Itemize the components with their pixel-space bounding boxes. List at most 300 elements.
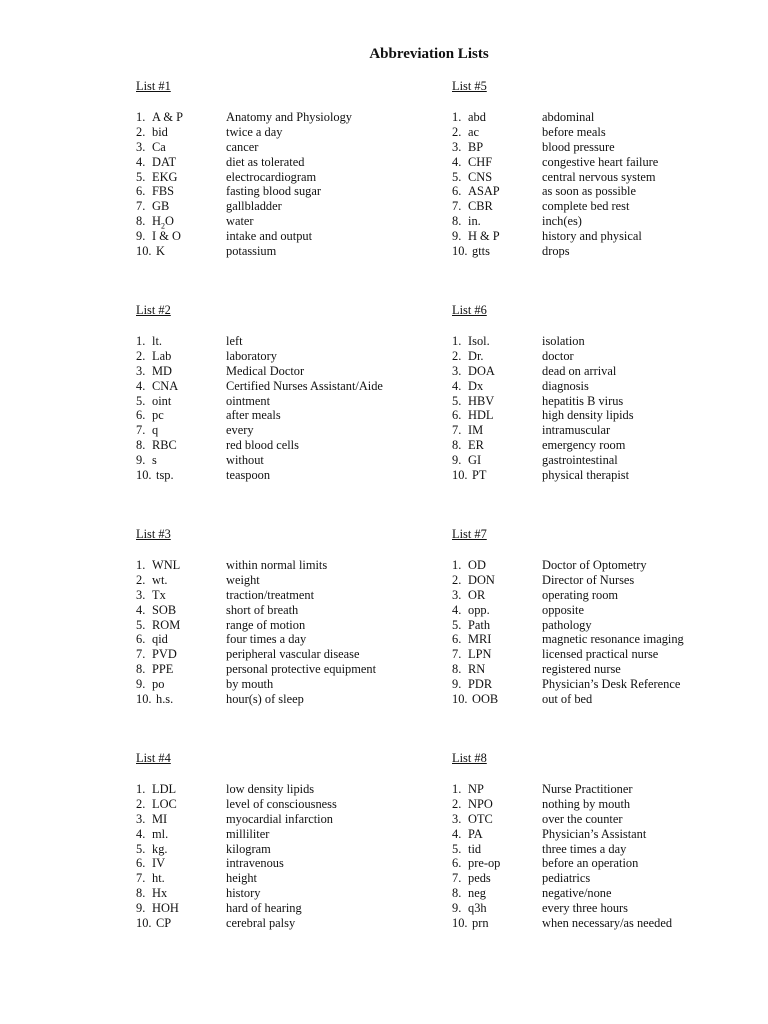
item-meaning: doctor <box>542 348 574 363</box>
item-number: 2. <box>452 124 462 139</box>
item-number: 4. <box>452 826 462 841</box>
list-heading: List #5 <box>452 79 487 93</box>
list-item <box>452 782 752 797</box>
list-item <box>136 692 436 707</box>
item-number: 3. <box>136 587 146 602</box>
list-heading: List #6 <box>452 303 487 317</box>
item-meaning: hepatitis B virus <box>542 393 624 408</box>
item-abbreviation: ml. <box>152 826 169 841</box>
item-abbreviation: HBV <box>468 393 495 408</box>
list-item <box>136 408 436 423</box>
list-item <box>136 632 436 647</box>
item-number: 10. <box>136 692 152 707</box>
item-number: 10. <box>452 468 468 483</box>
item-meaning: within normal limits <box>226 558 328 572</box>
item-number: 6. <box>136 856 146 871</box>
item-meaning: red blood cells <box>226 438 299 453</box>
list-item <box>452 916 752 931</box>
list-item <box>452 155 752 170</box>
item-meaning: intramuscular <box>542 423 611 438</box>
item-meaning: electrocardiogram <box>226 169 317 184</box>
item-abbreviation: pre-op <box>468 856 501 871</box>
list-item <box>452 871 752 886</box>
item-number: 7. <box>136 199 146 214</box>
list-item <box>452 677 752 692</box>
item-meaning: over the counter <box>542 811 623 826</box>
item-number: 3. <box>452 811 462 826</box>
item-abbreviation: IV <box>152 856 166 871</box>
item-meaning: level of consciousness <box>226 796 337 811</box>
item-number: 4. <box>136 826 146 841</box>
list-item <box>136 573 436 588</box>
list-heading: List #4 <box>136 751 171 765</box>
item-abbreviation: CNS <box>468 169 493 184</box>
item-meaning: when necessary/as needed <box>542 916 673 931</box>
abbreviation-list <box>136 751 436 931</box>
item-meaning: complete bed rest <box>542 199 630 214</box>
list-item <box>136 244 436 259</box>
list-item <box>452 110 752 125</box>
item-abbreviation: tsp. <box>156 468 174 483</box>
item-meaning: negative/none <box>542 886 612 901</box>
item-number: 1. <box>452 782 462 796</box>
item-number: 7. <box>136 423 146 438</box>
list-heading: List #3 <box>136 527 171 541</box>
item-meaning: drops <box>542 244 570 259</box>
item-number: 2. <box>136 124 146 139</box>
item-number: 2. <box>136 348 146 363</box>
item-meaning: high density lipids <box>542 408 634 423</box>
list-item <box>452 842 752 857</box>
item-abbreviation: Tx <box>152 587 166 602</box>
item-abbreviation: FBS <box>152 184 175 199</box>
item-number: 7. <box>136 871 146 886</box>
item-number: 4. <box>136 154 146 169</box>
item-number: 1. <box>136 110 146 124</box>
item-abbreviation: h.s. <box>156 692 174 707</box>
list-item <box>136 110 436 125</box>
item-number: 5. <box>452 617 462 632</box>
list-item <box>136 394 436 409</box>
item-abbreviation: pc <box>152 408 164 423</box>
item-number: 9. <box>136 901 146 916</box>
item-meaning: history and physical <box>542 229 642 244</box>
list-item <box>452 468 752 483</box>
item-abbreviation: MD <box>152 363 172 378</box>
item-abbreviation: K <box>156 244 165 259</box>
item-meaning: traction/treatment <box>226 587 315 602</box>
item-meaning: cerebral palsy <box>226 916 296 931</box>
item-abbreviation: DOA <box>468 363 495 378</box>
item-abbreviation: NP <box>468 782 484 796</box>
item-meaning: blood pressure <box>542 139 615 154</box>
item-abbreviation: RBC <box>152 438 177 453</box>
item-meaning: laboratory <box>226 348 277 363</box>
item-abbreviation: LPN <box>468 647 492 662</box>
item-meaning: out of bed <box>542 692 593 707</box>
list-item <box>452 573 752 588</box>
item-meaning: as soon as possible <box>542 184 636 199</box>
item-abbreviation: wt. <box>152 572 168 587</box>
item-meaning: physical therapist <box>542 468 630 483</box>
list-item <box>136 214 436 229</box>
item-meaning: intake and output <box>226 229 313 244</box>
item-meaning: hour(s) of sleep <box>226 692 304 707</box>
item-meaning: opposite <box>542 602 584 617</box>
item-number: 9. <box>136 229 146 244</box>
item-number: 2. <box>136 572 146 587</box>
item-abbreviation: LDL <box>152 782 177 796</box>
item-abbreviation: neg <box>468 886 486 901</box>
item-meaning: personal protective equipment <box>226 662 377 677</box>
list-item <box>452 603 752 618</box>
item-number: 8. <box>452 662 462 677</box>
list-item <box>452 349 752 364</box>
item-number: 5. <box>452 169 462 184</box>
list-item <box>136 827 436 842</box>
item-meaning: after meals <box>226 408 281 423</box>
item-abbreviation: IM <box>468 423 484 438</box>
item-abbreviation: ac <box>468 124 479 139</box>
item-meaning: central nervous system <box>542 169 656 184</box>
item-number: 8. <box>136 214 146 229</box>
item-abbreviation: bid <box>152 124 168 139</box>
item-meaning: without <box>226 453 264 468</box>
item-meaning: congestive heart failure <box>542 154 659 169</box>
item-meaning: potassium <box>226 244 277 259</box>
item-meaning: range of motion <box>226 617 306 632</box>
list-item <box>136 677 436 692</box>
list-item <box>452 662 752 677</box>
item-meaning: myocardial infarction <box>226 811 333 826</box>
item-meaning: Physician’s Desk Reference <box>542 677 681 692</box>
item-abbreviation: po <box>152 677 165 692</box>
item-number: 8. <box>452 438 462 453</box>
list-item <box>452 244 752 259</box>
item-number: 10. <box>136 916 152 931</box>
item-abbreviation: RN <box>468 662 486 677</box>
item-meaning: magnetic resonance imaging <box>542 632 684 647</box>
item-abbreviation: ROM <box>152 617 181 632</box>
item-abbreviation: EKG <box>152 169 178 184</box>
item-meaning: diagnosis <box>542 378 589 393</box>
list-item <box>136 856 436 871</box>
item-meaning: Certified Nurses Assistant/Aide <box>226 378 383 393</box>
item-meaning: history <box>226 886 261 901</box>
item-number: 10. <box>452 244 468 259</box>
item-meaning: water <box>226 214 254 229</box>
list-item <box>452 408 752 423</box>
item-number: 2. <box>452 348 462 363</box>
item-number: 9. <box>452 901 462 916</box>
item-abbreviation: BP <box>468 139 484 154</box>
item-meaning: licensed practical nurse <box>542 647 659 662</box>
item-number: 10. <box>136 468 152 483</box>
item-number: 2. <box>452 572 462 587</box>
item-number: 3. <box>136 363 146 378</box>
item-number: 9. <box>452 677 462 692</box>
item-meaning: cancer <box>226 139 259 154</box>
item-abbreviation: prn <box>472 916 489 931</box>
list-item <box>452 229 752 244</box>
item-number: 8. <box>136 662 146 677</box>
item-number: 3. <box>452 363 462 378</box>
list-item <box>452 438 752 453</box>
abbreviation-list <box>452 303 752 483</box>
abbreviation-list <box>136 303 436 483</box>
item-number: 6. <box>452 184 462 199</box>
item-meaning: isolation <box>542 334 585 348</box>
item-number: 3. <box>452 587 462 602</box>
list-item <box>452 901 752 916</box>
list-item <box>136 588 436 603</box>
item-abbreviation: PA <box>468 826 483 841</box>
item-meaning: short of breath <box>226 602 299 617</box>
item-number: 6. <box>452 408 462 423</box>
item-meaning: before an operation <box>542 856 639 871</box>
item-abbreviation: OOB <box>472 692 499 707</box>
item-meaning: inch(es) <box>542 214 582 229</box>
item-meaning: Nurse Practitioner <box>542 782 633 796</box>
item-number: 5. <box>136 617 146 632</box>
list-item <box>136 618 436 633</box>
item-number: 8. <box>136 886 146 901</box>
item-abbreviation: Lab <box>152 348 172 363</box>
item-number: 1. <box>136 334 146 348</box>
item-abbreviation: qid <box>152 632 168 647</box>
item-meaning: Anatomy and Physiology <box>226 110 352 124</box>
list-item <box>452 364 752 379</box>
list-item <box>452 199 752 214</box>
item-meaning: every three hours <box>542 901 629 916</box>
item-number: 8. <box>452 214 462 229</box>
item-abbreviation: PDR <box>468 677 493 692</box>
item-number: 3. <box>136 811 146 826</box>
item-meaning: gallbladder <box>226 199 282 214</box>
item-number: 10. <box>452 916 468 931</box>
list-item <box>452 797 752 812</box>
list-item <box>136 140 436 155</box>
item-abbreviation: Dx <box>468 378 484 393</box>
item-meaning: registered nurse <box>542 662 621 677</box>
item-number: 9. <box>452 229 462 244</box>
list-item <box>136 438 436 453</box>
item-abbreviation: PPE <box>152 662 174 677</box>
item-number: 8. <box>136 438 146 453</box>
item-number: 5. <box>136 169 146 184</box>
list-item <box>136 662 436 677</box>
list-item <box>136 468 436 483</box>
item-abbreviation: CNA <box>152 378 179 393</box>
item-meaning: fasting blood sugar <box>226 184 321 199</box>
item-number: 2. <box>136 796 146 811</box>
list-item <box>136 170 436 185</box>
item-meaning: gastrointestinal <box>542 453 618 468</box>
item-abbreviation: Isol. <box>468 334 490 348</box>
item-number: 10. <box>452 692 468 707</box>
item-abbreviation: s <box>152 453 157 468</box>
list-item <box>136 916 436 931</box>
list-item <box>452 379 752 394</box>
item-abbreviation: HOH <box>152 901 179 916</box>
item-abbreviation: OD <box>468 558 486 572</box>
item-abbreviation: LOC <box>152 796 177 811</box>
list-item <box>452 394 752 409</box>
list-heading: List #2 <box>136 303 171 317</box>
item-abbreviation: MRI <box>468 632 492 647</box>
item-number: 7. <box>136 647 146 662</box>
item-meaning: three times a day <box>542 841 627 856</box>
item-number: 6. <box>136 408 146 423</box>
item-meaning: four times a day <box>226 632 307 647</box>
page-title: Abbreviation Lists <box>369 46 489 62</box>
abbreviation-list <box>452 79 752 259</box>
item-meaning: before meals <box>542 124 606 139</box>
list-item <box>136 797 436 812</box>
item-abbreviation: abd <box>468 110 486 124</box>
list-item <box>452 558 752 573</box>
item-number: 4. <box>136 602 146 617</box>
item-meaning: milliliter <box>226 826 270 841</box>
item-number: 9. <box>452 453 462 468</box>
item-meaning: operating room <box>542 587 619 602</box>
item-meaning: pathology <box>542 617 592 632</box>
list-item <box>136 155 436 170</box>
abbreviation-list <box>452 527 752 707</box>
item-meaning: peripheral vascular disease <box>226 647 360 662</box>
list-item <box>136 812 436 827</box>
item-abbreviation: I & O <box>152 229 181 244</box>
item-meaning: teaspoon <box>226 468 271 483</box>
item-meaning: intravenous <box>226 856 284 871</box>
item-meaning: emergency room <box>542 438 626 453</box>
list-item <box>452 812 752 827</box>
list-item <box>452 886 752 901</box>
item-meaning: by mouth <box>226 677 274 692</box>
list-item <box>452 423 752 438</box>
item-meaning: kilogram <box>226 841 271 856</box>
list-item <box>452 647 752 662</box>
item-abbreviation: gtts <box>472 244 490 259</box>
item-abbreviation: $H_2O$ <box>152 214 174 231</box>
list-item <box>136 453 436 468</box>
list-item <box>136 603 436 618</box>
item-number: 4. <box>452 602 462 617</box>
item-number: 5. <box>452 393 462 408</box>
item-meaning: diet as tolerated <box>226 154 305 169</box>
item-number: 7. <box>452 647 462 662</box>
item-meaning: height <box>226 871 257 886</box>
item-number: 7. <box>452 871 462 886</box>
item-meaning: pediatrics <box>542 871 591 886</box>
item-abbreviation: q <box>152 423 159 438</box>
item-meaning: Director of Nurses <box>542 572 635 587</box>
item-number: 4. <box>452 154 462 169</box>
list-item <box>136 886 436 901</box>
item-number: 9. <box>136 453 146 468</box>
item-abbreviation: q3h <box>468 901 487 916</box>
item-abbreviation: H & P <box>468 229 500 244</box>
item-meaning: abdominal <box>542 110 595 124</box>
item-abbreviation: SOB <box>152 602 177 617</box>
item-number: 7. <box>452 199 462 214</box>
item-abbreviation: WNL <box>152 558 181 572</box>
list-item <box>136 423 436 438</box>
item-meaning: left <box>226 334 243 348</box>
list-item <box>136 782 436 797</box>
item-meaning: nothing by mouth <box>542 796 631 811</box>
item-meaning: twice a day <box>226 124 283 139</box>
item-abbreviation: DON <box>468 572 495 587</box>
list-heading: List #7 <box>452 527 487 541</box>
list-heading: List #8 <box>452 751 487 765</box>
item-meaning: Physician’s Assistant <box>542 826 647 841</box>
item-number: 6. <box>452 632 462 647</box>
list-item <box>452 125 752 140</box>
list-item <box>452 184 752 199</box>
item-number: 2. <box>452 796 462 811</box>
list-item <box>136 379 436 394</box>
item-number: 1. <box>452 110 462 124</box>
list-item <box>452 692 752 707</box>
item-abbreviation: MI <box>152 811 168 826</box>
item-number: 3. <box>136 139 146 154</box>
abbreviation-list <box>452 751 752 931</box>
list-item <box>136 184 436 199</box>
item-meaning: ointment <box>226 393 271 408</box>
list-item <box>452 170 752 185</box>
list-item <box>136 901 436 916</box>
list-item <box>136 364 436 379</box>
item-meaning: Medical Doctor <box>226 363 305 378</box>
item-abbreviation: NPO <box>468 796 493 811</box>
list-item <box>136 334 436 349</box>
item-number: 1. <box>452 558 462 572</box>
item-abbreviation: HDL <box>468 408 494 423</box>
item-meaning: low density lipids <box>226 782 315 796</box>
list-heading: List #1 <box>136 79 171 93</box>
item-abbreviation: CHF <box>468 154 493 169</box>
item-abbreviation: opp. <box>468 602 490 617</box>
item-abbreviation: in. <box>468 214 481 229</box>
list-item <box>452 618 752 633</box>
item-number: 3. <box>452 139 462 154</box>
item-number: 6. <box>136 632 146 647</box>
item-abbreviation: PVD <box>152 647 177 662</box>
item-abbreviation: kg. <box>152 841 168 856</box>
list-item <box>136 647 436 662</box>
item-meaning: dead on arrival <box>542 363 617 378</box>
item-number: 6. <box>136 184 146 199</box>
item-number: 10. <box>136 244 152 259</box>
list-item <box>136 842 436 857</box>
item-abbreviation: PT <box>472 468 487 483</box>
list-item <box>136 558 436 573</box>
list-item <box>452 214 752 229</box>
item-number: 1. <box>136 782 146 796</box>
list-item <box>452 453 752 468</box>
item-abbreviation: ER <box>468 438 484 453</box>
item-number: 4. <box>136 378 146 393</box>
list-item <box>136 349 436 364</box>
item-abbreviation: GB <box>152 199 170 214</box>
item-number: 1. <box>452 334 462 348</box>
list-item <box>136 125 436 140</box>
item-abbreviation: CP <box>156 916 172 931</box>
item-abbreviation: A & P <box>152 110 183 124</box>
list-item <box>452 827 752 842</box>
item-abbreviation: GI <box>468 453 482 468</box>
